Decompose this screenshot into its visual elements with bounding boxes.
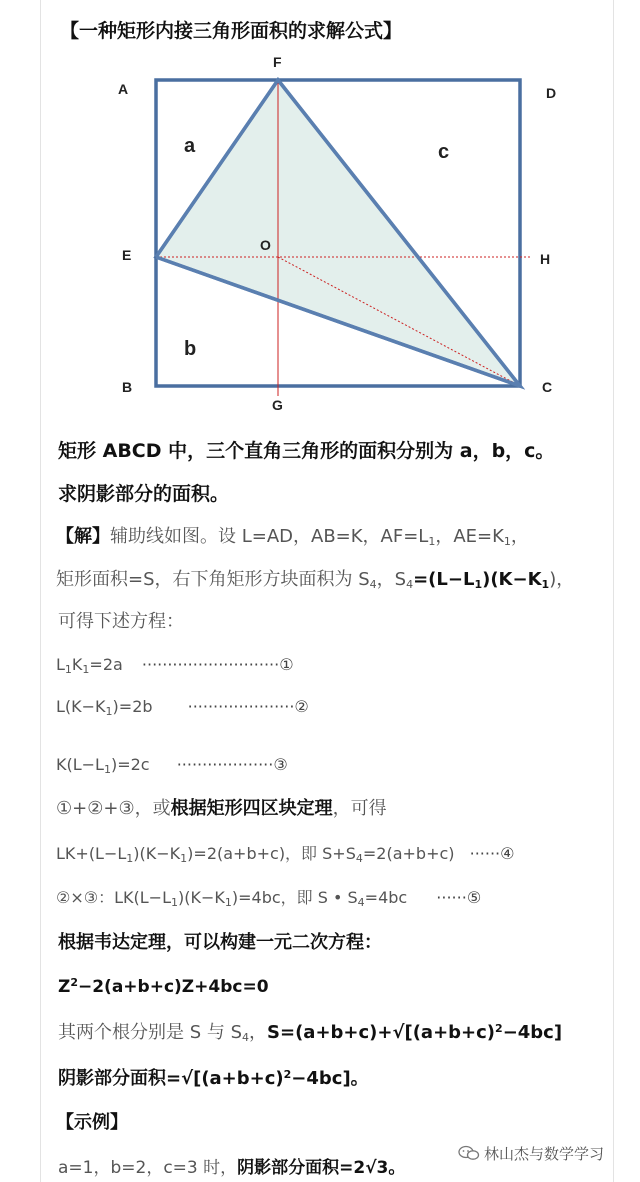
solution-line-1 <box>56 524 529 555</box>
subscript: 4 <box>406 578 414 591</box>
equation-5 <box>56 885 481 916</box>
problem-line-2 <box>58 481 229 507</box>
eq-term: =2(a+b+c) <box>362 844 455 863</box>
eq-term: ②×③：LK(L−L <box>56 888 171 907</box>
root-formula-2: −4bc] <box>502 1022 563 1043</box>
solution-line-2 <box>56 567 574 598</box>
subscript: 1 <box>126 852 134 865</box>
label-b: B <box>122 379 133 395</box>
eq-term: )(K−K <box>177 888 225 907</box>
eq-term: −2(a+b+c)Z+4bc=0 <box>77 977 269 997</box>
eq-term: )=2(a+b+c)，即 S+S <box>187 844 356 863</box>
label-d: D <box>546 85 557 101</box>
leader-dots: ······⑤ <box>436 888 482 907</box>
region-c: c <box>438 141 450 163</box>
solution-setup-2: ，AE=K <box>435 526 504 547</box>
eq-term: L <box>56 655 65 674</box>
label-o: O <box>260 237 271 253</box>
leader-dots: ·····················② <box>187 697 309 716</box>
equation-2 <box>56 694 309 725</box>
subscript: 1 <box>503 535 511 548</box>
example-values: a=1，b=2，c=3 时， <box>58 1158 238 1178</box>
example-heading <box>56 1110 128 1136</box>
solution-line-7 <box>58 1066 369 1092</box>
eq-term: =2a <box>89 655 123 674</box>
page-title: 【一种矩形内接三角形面积的求解公式】 <box>60 20 403 42</box>
example-line <box>58 1155 405 1181</box>
solution-heading: 【解】 <box>56 526 110 547</box>
label-c: C <box>542 379 553 395</box>
leader-dots: ······④ <box>469 844 515 863</box>
solution-line-3 <box>58 609 184 635</box>
shaded-area-formula: 阴影部分面积=√[(a+b+c) <box>58 1068 284 1089</box>
sum-step: ①+②+③，或 <box>56 798 171 819</box>
wechat-icon <box>458 1145 480 1161</box>
subscript: 1 <box>64 663 72 676</box>
area-formula-2: )(K−K <box>482 569 542 590</box>
sum-step-2: ，可得 <box>332 798 387 819</box>
subscript: 1 <box>224 896 232 909</box>
punctuation: ， <box>249 1022 268 1043</box>
eq-term: L(K−K <box>56 697 106 716</box>
area-definition-2: ，S <box>376 569 407 590</box>
superscript: 2 <box>283 1068 292 1081</box>
subscript: 1 <box>541 578 550 591</box>
eq-term: )(K−K <box>133 844 181 863</box>
problem-text: 矩形 ABCD 中，三个直角三角形的面积分别为 a，b，c。 <box>58 440 555 462</box>
subscript: 4 <box>369 578 377 591</box>
region-b: b <box>184 338 197 360</box>
subscript: 1 <box>180 852 188 865</box>
label-f: F <box>273 54 282 70</box>
leader-dots: ···························① <box>141 655 294 674</box>
eq-term: )=2b <box>112 697 153 716</box>
label-h: H <box>540 251 551 267</box>
solution-line-5 <box>58 930 382 956</box>
roots-statement: 其两个根分别是 S 与 S <box>58 1022 243 1043</box>
vieta-statement: 根据韦达定理，可以构建一元二次方程： <box>58 932 382 953</box>
equation-4 <box>56 841 514 872</box>
label-a: A <box>118 81 129 97</box>
solution-setup: 辅助线如图。设 L=AD，AB=K，AF=L <box>110 526 429 547</box>
quadratic-equation <box>58 974 269 1000</box>
watermark-text: 林山杰与数学学习 <box>484 1145 605 1163</box>
punctuation: ， <box>510 526 529 547</box>
equation-1 <box>56 652 294 683</box>
watermark <box>458 1143 604 1164</box>
superscript: 2 <box>70 976 78 989</box>
eq-term: K <box>71 655 83 674</box>
problem-line-1 <box>58 438 554 464</box>
eq-term: )=2c <box>110 755 150 774</box>
subscript: 1 <box>105 705 113 718</box>
subscript: 1 <box>82 663 90 676</box>
subscript: 1 <box>170 896 178 909</box>
solution-line-6 <box>58 1020 562 1051</box>
root-formula: S=(a+b+c)+√[(a+b+c) <box>267 1022 496 1043</box>
subscript: 4 <box>355 852 363 865</box>
region-a: a <box>184 135 196 157</box>
shaded-triangle <box>156 80 520 386</box>
area-definition: 矩形面积=S，右下角矩形方块面积为 S <box>56 569 370 590</box>
leader-dots: ···················③ <box>176 755 288 774</box>
shaded-area-formula-2: −4bc]。 <box>291 1068 369 1089</box>
subscript: 1 <box>428 535 436 548</box>
label-e: E <box>122 247 132 263</box>
eq-term: )=4bc，即 S • S <box>231 888 358 907</box>
solution-line-4 <box>56 796 387 822</box>
theorem-reference: 根据矩形四区块定理 <box>170 798 333 819</box>
problem-question: 求阴影部分的面积。 <box>58 483 230 505</box>
superscript: 2 <box>495 1022 503 1035</box>
equation-3 <box>56 752 288 783</box>
label-g: G <box>272 397 283 413</box>
geometry-figure <box>100 50 580 420</box>
punctuation: )， <box>549 569 575 590</box>
example-result: 阴影部分面积=2√3。 <box>237 1158 406 1178</box>
area-formula: =(L−L <box>413 569 475 590</box>
subscript: 1 <box>103 763 111 776</box>
subscript: 4 <box>242 1031 250 1044</box>
subscript: 1 <box>474 578 483 591</box>
eq-term: LK+(L−L <box>56 844 127 863</box>
equations-intro: 可得下述方程： <box>58 611 184 632</box>
eq-term: Z <box>58 977 71 997</box>
subscript: 4 <box>357 896 365 909</box>
eq-term: =4bc <box>364 888 408 907</box>
example-title: 【示例】 <box>56 1112 128 1133</box>
eq-term: K(L−L <box>56 755 104 774</box>
